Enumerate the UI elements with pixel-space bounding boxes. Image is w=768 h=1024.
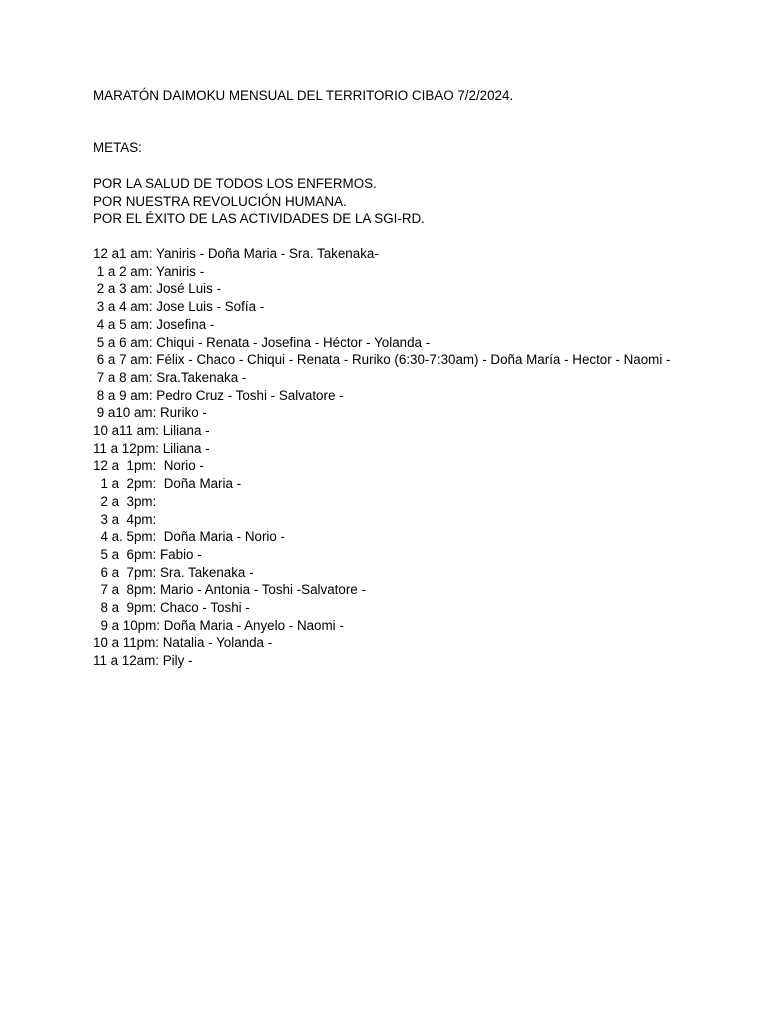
goal-item: POR LA SALUD DE TODOS LOS ENFERMOS. [93, 176, 377, 191]
schedule-slot: 8 a 9pm: Chaco - Toshi - [93, 600, 250, 616]
document-title: MARATÓN DAIMOKU MENSUAL DEL TERRITORIO CIBAO 7/2/2024. [93, 88, 514, 103]
schedule-slot: 12 a1 am: Yaniris - Doña Maria - Sra. Takenaka- [93, 246, 379, 261]
schedule-slot: 12 a 1pm: Norio - [93, 458, 204, 474]
schedule-slot: 6 a 7 am: Félix - Chaco - Chiqui - Renata - Ruriko (6:30-7:30am) - Doña María - Hector - Naomi - [93, 352, 671, 368]
schedule-slot: 4 a 5 am: Josefina - [93, 316, 215, 332]
schedule-slot: 4 a. 5pm: Doña Maria - Norio - [93, 529, 286, 545]
schedule-slot: 1 a 2 am: Yaniris - [93, 263, 205, 279]
schedule-slot: 6 a 7pm: Sra. Takenaka - [93, 564, 254, 580]
goal-item: POR EL ÉXITO DE LAS ACTIVIDADES DE LA SGI-RD. [93, 211, 425, 227]
schedule-slot: 7 a 8pm: Mario - Antonia - Toshi -Salvatore - [93, 582, 366, 598]
goals-heading: METAS: [93, 140, 142, 155]
schedule-slot: 1 a 2pm: Doña Maria - [93, 476, 242, 492]
schedule-slot: 8 a 9 am: Pedro Cruz - Toshi - Salvatore - [93, 387, 344, 403]
schedule-slot: 11 a 12am: Pily - [93, 653, 193, 669]
goals-list [93, 175, 425, 228]
schedule-slot: 2 a 3pm: [93, 493, 157, 509]
schedule-slot: 9 a10 am: Ruriko - [93, 405, 207, 421]
schedule-slot: 10 a11 am: Liliana - [93, 423, 210, 439]
schedule-slot: 11 a 12pm: Liliana - [93, 440, 210, 456]
schedule-slot: 9 a 10pm: Doña Maria - Anyelo - Naomi - [93, 617, 344, 633]
schedule-list [93, 245, 683, 670]
goal-item: POR NUESTRA REVOLUCIÓN HUMANA. [93, 193, 347, 209]
schedule-slot: 5 a 6pm: Fabio - [93, 546, 202, 562]
schedule-slot: 2 a 3 am: José Luis - [93, 281, 222, 297]
schedule-slot: 10 a 11pm: Natalia - Yolanda - [93, 635, 273, 651]
schedule-slot: 5 a 6 am: Chiqui - Renata - Josefina - Héctor - Yolanda - [93, 334, 431, 350]
schedule-slot: 7 a 8 am: Sra.Takenaka - [93, 369, 247, 385]
schedule-slot: 3 a 4 am: Jose Luis - Sofía - [93, 299, 265, 315]
schedule-slot: 3 a 4pm: [93, 511, 157, 527]
